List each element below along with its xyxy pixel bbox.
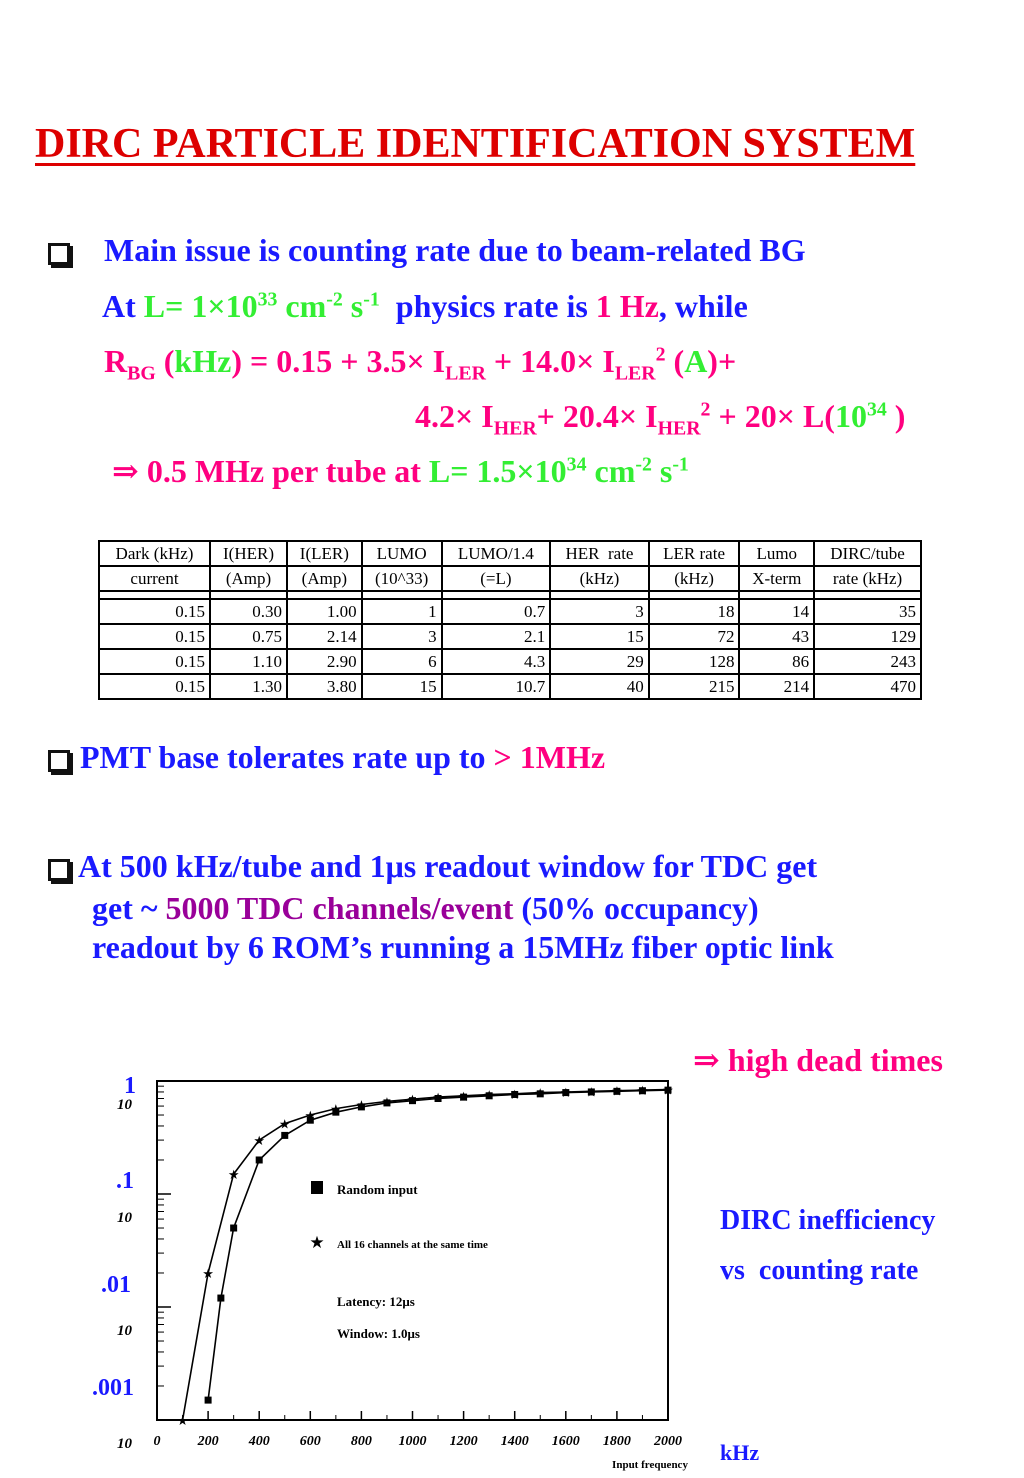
data-point-square	[230, 1225, 237, 1232]
table-cell: 29	[550, 649, 648, 674]
legend-square-icon	[311, 1181, 323, 1194]
data-point-star: ★	[304, 1109, 317, 1125]
x-tick-label: 600	[299, 1434, 321, 1449]
x-axis-label: Input frequency	[612, 1459, 688, 1471]
tdc-line1: At 500 kHz/tube and 1μs readout window for TDC get	[78, 848, 818, 884]
table-cell: 6	[362, 649, 442, 674]
x-axis-unit-label: kHz	[720, 1440, 760, 1465]
table-cell: 18	[649, 599, 740, 624]
page-title: DIRC PARTICLE IDENTIFICATION SYSTEM	[35, 121, 916, 167]
table-cell: 86	[739, 649, 814, 674]
legend-entry-all: All 16 channels at the same time	[337, 1239, 488, 1251]
physics-rate-text: physics rate is	[379, 288, 596, 324]
data-point-star: ★	[585, 1085, 598, 1101]
table-header-cell: LER rate	[649, 541, 740, 566]
table-cell: 1.10	[210, 649, 287, 674]
implies-arrow-text: ⇒ 0.5 MHz per tube at	[112, 453, 429, 489]
table-cell: 40	[550, 674, 648, 699]
rbg-formula-line1: $R_{BG}$ $(kHz) = 0.15 + 3.5\times I_{LER} + 14.0\times I_{LER}^2$ (A)+	[104, 343, 737, 385]
x-tick-label: 400	[248, 1434, 270, 1449]
legend-note-latency: Latency: 12μs	[337, 1294, 415, 1309]
tdc-channels-value: 5000 TDC channels/event	[165, 890, 514, 926]
table-header-cell: LUMO	[362, 541, 442, 566]
y-tick-label-faint: 10	[117, 1210, 132, 1226]
table-cell: 1	[362, 599, 442, 624]
table-cell: 243	[814, 649, 921, 674]
pmt-rate-value: > 1MHz	[493, 739, 606, 775]
table-cell: 0.15	[99, 649, 210, 674]
x-tick-label: 1400	[500, 1434, 529, 1449]
table-cell: 129	[814, 624, 921, 649]
table-header-cell: I(LER)	[287, 541, 362, 566]
table-header-cell: (Amp)	[210, 566, 287, 591]
table-cell: 4.3	[442, 649, 551, 674]
table-cell: 3	[550, 599, 648, 624]
table-header-cell: LUMO/1.4	[442, 541, 551, 566]
tdc-line3: readout by 6 ROM’s running a 15MHz fiber optic link	[92, 929, 834, 965]
table-cell: 0.15	[99, 599, 210, 624]
data-point-star: ★	[508, 1087, 521, 1103]
data-point-star: ★	[662, 1083, 674, 1099]
caption-line1: DIRC inefficiency	[720, 1205, 936, 1236]
table-cell: 10.7	[442, 674, 551, 699]
table-cell: 0.75	[210, 624, 287, 649]
table-cell: 215	[649, 674, 740, 699]
x-tick-label: 1200	[449, 1434, 478, 1449]
pmt-base-text: PMT base tolerates rate up to	[80, 739, 494, 775]
at-text: At	[102, 288, 144, 324]
table-cell: 0.15	[99, 624, 210, 649]
table-cell: 15	[362, 674, 442, 699]
y-tick-label-faint: 10	[117, 1097, 132, 1113]
data-point-star: ★	[483, 1088, 495, 1104]
table-cell: 2.90	[287, 649, 362, 674]
x-tick-label: 1000	[398, 1434, 427, 1449]
x-tick-label: 800	[350, 1434, 372, 1449]
table-cell: 470	[814, 674, 921, 699]
data-point-star: ★	[559, 1085, 572, 1101]
y-tick-label-faint: 10	[117, 1436, 132, 1452]
data-point-star: ★	[406, 1093, 419, 1109]
y-tick-label-faint: 10	[117, 1323, 132, 1339]
x-tick-label: 2000	[654, 1434, 682, 1449]
legend-note-window: Window: 1.0μs	[337, 1326, 420, 1341]
dead-times-note: ⇒ high dead times	[693, 1042, 943, 1078]
table-header-cell: HER rate	[550, 541, 648, 566]
table-header-cell: Dark (kHz)	[99, 541, 210, 566]
table-cell: 128	[649, 649, 740, 674]
data-point-star: ★	[176, 1414, 189, 1429]
table-header-cell: (kHz)	[649, 566, 740, 591]
table-header-cell: (10^33)	[362, 566, 442, 591]
data-point-star: ★	[355, 1098, 368, 1114]
data-point-star: ★	[278, 1117, 291, 1133]
table-cell: 3.80	[287, 674, 362, 699]
table-header-cell: (Amp)	[287, 566, 362, 591]
physics-rate-value: 1 Hz	[595, 288, 659, 324]
luminosity-value: $L= 1\times 10^{33}$ $cm^{-2}$ $s^{-1}$	[143, 288, 380, 324]
table-header-cell: rate (kHz)	[814, 566, 921, 591]
data-point-star: ★	[227, 1168, 240, 1184]
tdc-line2: get ~ 5000 TDC channels/event (50% occupancy)	[92, 890, 759, 926]
table-cell: 43	[739, 624, 814, 649]
table-cell: 0.30	[210, 599, 287, 624]
table-cell: 1.00	[287, 599, 362, 624]
y-tick-overlay-label: 1	[124, 1073, 136, 1099]
table-header-cell: Lumo	[739, 541, 814, 566]
table-cell: 14	[739, 599, 814, 624]
rbg-formula-line2: $4.2\times I_{HER}+ 20.4\times I_{HER}^2 + 20\times L(10^{34}$ )	[415, 398, 906, 440]
caption-line2: vs counting rate	[720, 1255, 919, 1286]
luminosity-value-2: $L= 1.5\times 10^{34}$ $cm^{-2}$ $s^{-1}$	[428, 453, 689, 489]
table-header-cell: current	[99, 566, 210, 591]
x-tick-label: 1600	[551, 1434, 580, 1449]
data-point-square	[256, 1156, 263, 1163]
table-cell: 3	[362, 624, 442, 649]
y-tick-overlay-label: .01	[101, 1272, 131, 1298]
table-cell: 1.30	[210, 674, 287, 699]
data-point-star: ★	[611, 1084, 623, 1100]
y-tick-overlay-label: .001	[92, 1375, 134, 1401]
data-point-square	[217, 1295, 224, 1302]
data-point-star: ★	[202, 1266, 214, 1282]
main-issue-text: Main issue is counting rate due to beam-related BG	[104, 232, 806, 268]
x-tick-label: 1800	[602, 1434, 631, 1449]
data-point-star: ★	[381, 1095, 393, 1111]
table-header-cell: X-term	[739, 566, 814, 591]
table-cell: 214	[739, 674, 814, 699]
table-header-cell: (=L)	[442, 566, 551, 591]
table-cell: 72	[649, 624, 740, 649]
data-point-star: ★	[432, 1091, 444, 1107]
legend-entry-random: Random input	[337, 1182, 418, 1197]
x-tick-label: 0	[153, 1434, 161, 1449]
y-tick-overlay-label: .1	[116, 1168, 134, 1194]
table-cell: 15	[550, 624, 648, 649]
table-header-cell: I(HER)	[210, 541, 287, 566]
data-point-star: ★	[636, 1084, 649, 1100]
table-cell: 2.14	[287, 624, 362, 649]
data-point-star: ★	[534, 1086, 547, 1102]
while-text: , while	[658, 288, 748, 324]
table-cell: 0.15	[99, 674, 210, 699]
legend-star-icon: ★	[309, 1233, 325, 1253]
data-point-star: ★	[253, 1134, 266, 1150]
data-point-square	[205, 1397, 212, 1404]
table-cell: 35	[814, 599, 921, 624]
table-header-cell: (kHz)	[550, 566, 648, 591]
table-cell: 0.7	[442, 599, 551, 624]
data-point-star: ★	[330, 1102, 342, 1118]
table-header-cell: DIRC/tube	[814, 541, 921, 566]
x-tick-label: 200	[197, 1434, 219, 1449]
data-point-square	[281, 1132, 288, 1139]
data-point-star: ★	[457, 1089, 470, 1105]
table-cell: 2.1	[442, 624, 551, 649]
